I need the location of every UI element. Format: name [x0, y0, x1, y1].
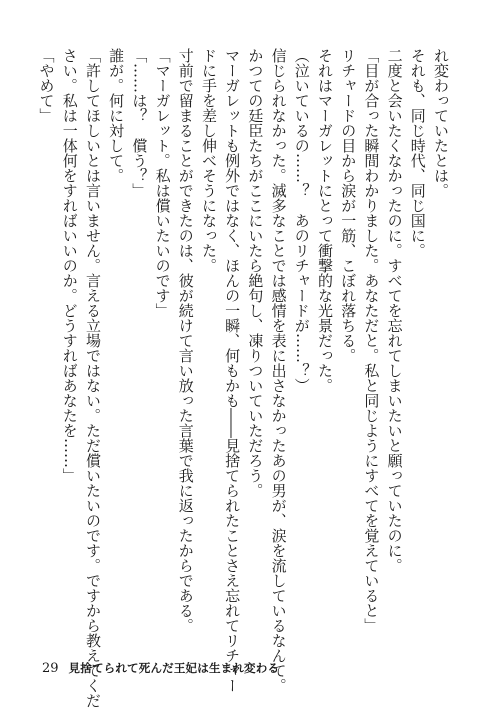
text-line: 「許してほしいとは言いません。言える立場ではない。ただ償いたいのです。ですから教えてくだ: [83, 48, 102, 708]
text-line: 寸前で留まることができたのは、彼が続けて言い放った言葉で我に返ったからである。: [176, 48, 195, 633]
text-line: 誰が。何に対して。: [107, 48, 126, 183]
text-line: それはマーガレットにとって衝撃的な光景だった。: [315, 48, 334, 393]
text-line: 信じられなかった。滅多なことでは感情を表に出さなかったあの男が、涙を流しているなんて。: [269, 48, 288, 693]
text-line: 「やめて」: [37, 48, 56, 123]
page-number: 29: [42, 661, 59, 676]
text-line: それも、同じ時代、同じ国に。: [408, 48, 427, 258]
text-line: リチャードの目から涙が一筋、こぼれ落ちる。: [339, 48, 358, 363]
text-line: 「……は？ 償う？」: [130, 48, 149, 198]
text-line: 「マーガレット。私は償いたいのです」: [153, 48, 172, 318]
text-line: ドに手を差し伸べそうになった。: [199, 48, 218, 273]
text-line: かつての廷臣たちがここにいたら絶句し、凍りついていただろう。: [246, 48, 265, 498]
text-line: 「目が合った瞬間わかりました。あなただと。私と同じようにすべてを覚えていると」: [362, 48, 381, 633]
text-line: れ変わっていたとは。: [432, 48, 450, 198]
text-line: 二度と会いたくなかったのに。すべてを忘れてしまいたいと願っていたのに。: [385, 48, 404, 573]
text-line: さい。私は一体何をすればいいのか。どうすればあなたを……」: [60, 48, 79, 483]
text-line: マーガレットも例外ではなく、ほんの一瞬、何もかも――見捨てられたことさえ忘れてリチャー: [223, 48, 242, 693]
text-line: （泣いているの……？ あのリチャードが……？）: [292, 48, 311, 393]
page-footer: [42, 660, 279, 676]
running-title: 見捨てられて死んだ王妃は生まれ変わる: [68, 661, 280, 675]
